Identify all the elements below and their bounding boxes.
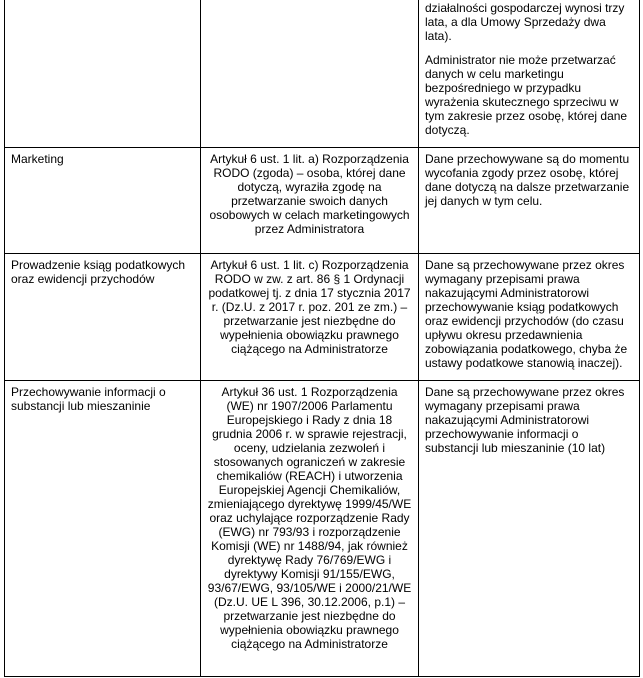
purpose-cell: [5, 148, 201, 254]
table-row: [5, 254, 640, 381]
legal-basis-cell: [201, 148, 419, 254]
purpose-text: Przechowywanie informacji o substancji lub mieszaninie: [11, 385, 166, 413]
table-row: [5, 0, 640, 148]
purpose-cell: [5, 381, 201, 677]
data-processing-table: [4, 0, 640, 677]
legal-basis-cell: [201, 0, 419, 148]
legal-basis-cell: [201, 254, 419, 381]
legal-basis-text: Artykuł 36 ust. 1 Rozporządzenia (WE) nr 1907/2006 Parlamentu Europejskiego i Rady z dnia 18 grudnia 2006 r. w sprawie rejestracji, oceny, udzielania zezwoleń i stosowanych ograniczeń w zakresie chemikaliów (REACH) i utworzenia Europejskiej Agencji Chemikaliów, zmieniającego dyrektywę 1999/45/WE oraz uchylające rozporządzenie Rady (EWG) nr 793/93 i rozporządzenie Komisji (WE) nr 1488/94, jak również dyrektywę Rady 76/769/EWG i dyrektywy Komisji 91/155/EWG, 93/67/EWG, 93/105/WE i 2000/21/WE (Dz.U. UE L 396, 30.12.2006, p.1) – przetwarzanie jest niezbędne do wypełnienia obowiązku prawnego ciążącego na Administratorze: [207, 385, 412, 651]
purpose-cell: [5, 254, 201, 381]
purpose-text: Marketing: [11, 152, 64, 166]
legal-basis-text: [201, 0, 418, 14]
retention-paragraph: Dane są przechowywane przez okres wymagany przepisami prawa nakazującymi Administratorowi przechowywanie informacji o substancji lub mieszaninie (10 lat): [425, 385, 625, 455]
table-row: [5, 148, 640, 254]
retention-paragraph: Dane są przechowywane przez okres wymagany przepisami prawa nakazującymi Administratorowi przechowywanie ksiąg podatkowych oraz ewidencji przychodów (do czasu upływu okresu przedawnienia zobowiązania podatkowego, chyba że ustawy podatkowe stanowią inaczej).: [425, 258, 628, 370]
retention-period-cell: [419, 0, 640, 148]
retention-paragraph: Dane przechowywane są do momentu wycofania zgody przez osobę, której dane dotyczą na dalsze przetwarzanie jej danych w tym celu.: [425, 152, 630, 208]
retention-period-cell: [419, 381, 640, 677]
retention-period-cell: [419, 148, 640, 254]
purpose-text: [5, 0, 200, 14]
legal-basis-cell: [201, 381, 419, 677]
table-row: [5, 381, 640, 677]
legal-basis-text: Artykuł 6 ust. 1 lit. a) Rozporządzenia RODO (zgoda) – osoba, której dane dotyczą, wyraziła zgodę na przetwarzanie swoich danych osobowych w celach marketingowych przez Administratora: [209, 152, 410, 236]
purpose-cell: [5, 0, 201, 148]
retention-paragraph: działalności gospodarczej wynosi trzy lata, a dla Umowy Sprzedaży dwa lata).: [425, 1, 625, 43]
legal-basis-text: Artykuł 6 ust. 1 lit. c) Rozporządzenia RODO w zw. z art. 86 § 1 Ordynacji podatkowej tj. z dnia 17 stycznia 2017 r. (Dz.U. z 2017 r. poz. 201 ze zm.) – przetwarzanie jest niezbędne do wypełnienia obowiązku prawnego ciążącego na Administratorze: [208, 258, 411, 356]
retention-paragraph: Administrator nie może przetwarzać danych w celu marketingu bezpośredniego w przypadku wyrażenia skutecznego sprzeciwu w tym zakresie przez osobę, której dane dotyczą.: [425, 53, 628, 137]
retention-period-cell: [419, 254, 640, 381]
purpose-text: Prowadzenie ksiąg podatkowych oraz ewidencji przychodów: [11, 258, 186, 286]
